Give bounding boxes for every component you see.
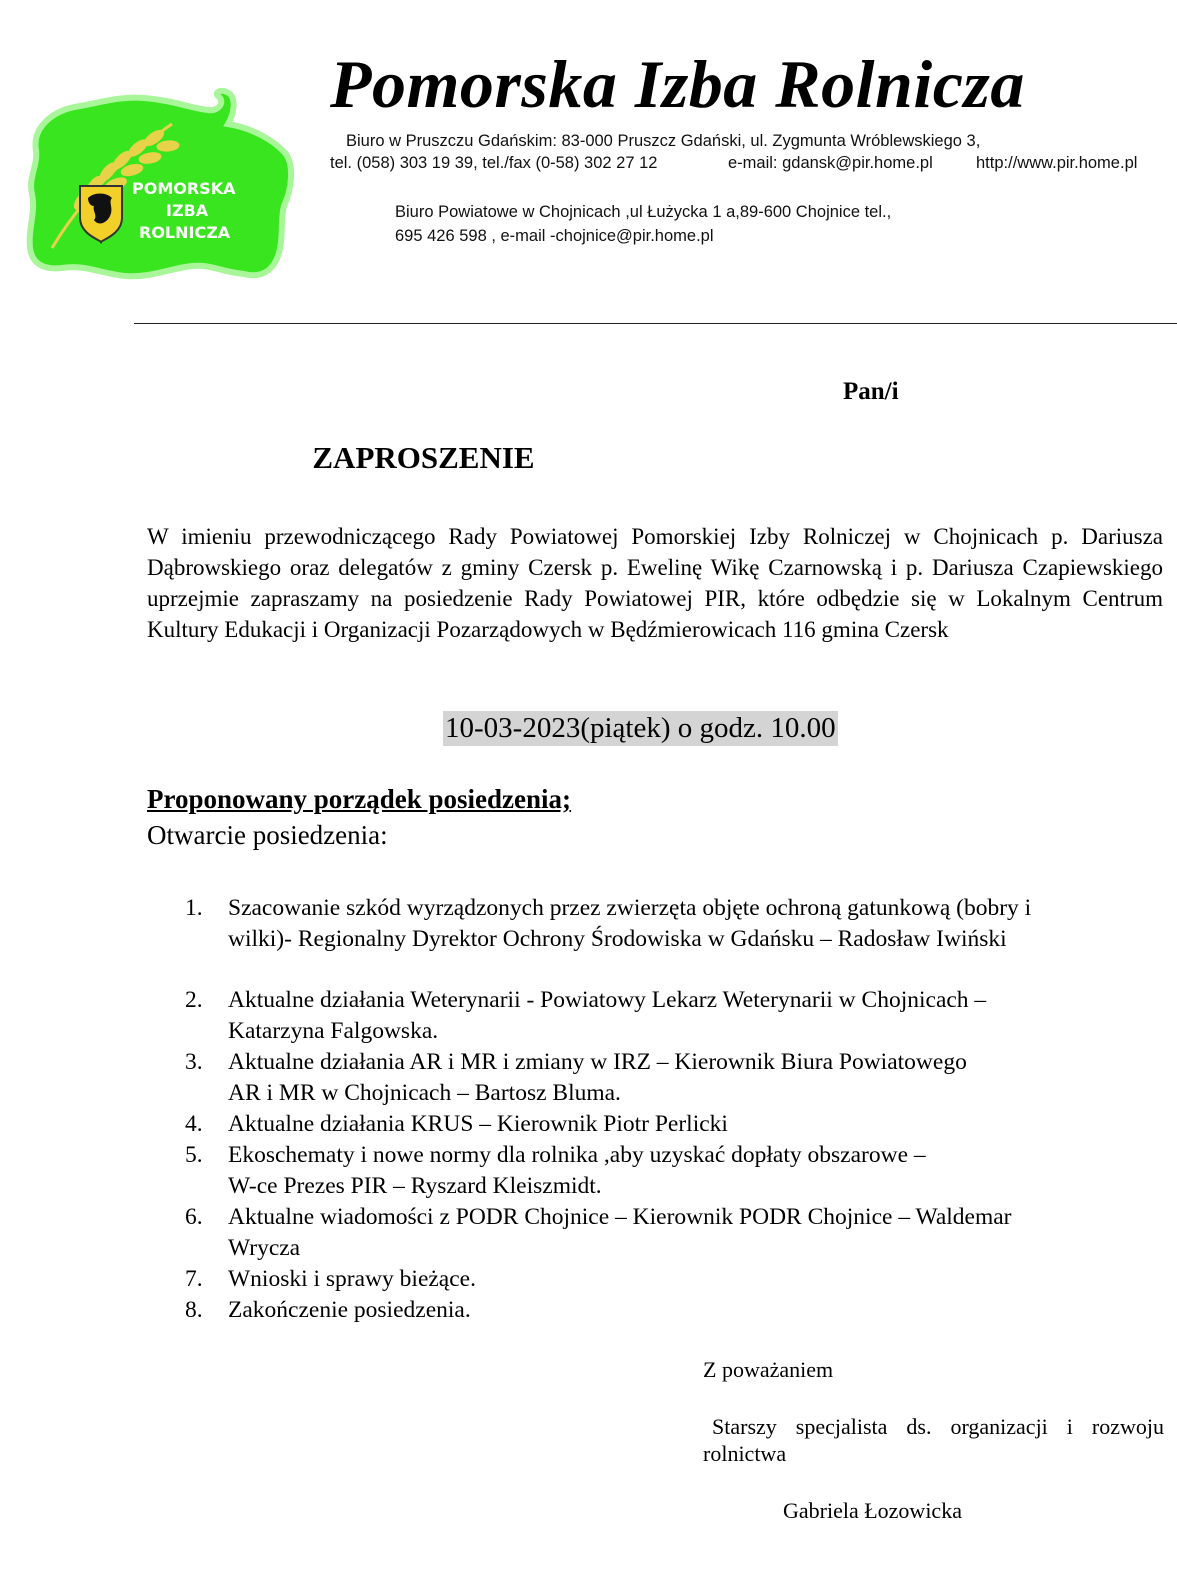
letter-title <box>0 440 1177 476</box>
agenda-item-number: 2. <box>185 987 203 1013</box>
closing-phrase: Z poważaniem <box>703 1357 834 1382</box>
agenda-item-line: Aktualne działania Weterynarii - Powiatowy Lekarz Weterynarii w Chojnicach – <box>228 987 987 1013</box>
recipient: Pan/i <box>843 378 899 405</box>
signatory-position: Starszy specjalista ds. organizacji i rozwoju <box>712 1414 1164 1439</box>
agenda-item-line: Aktualne wiadomości z PODR Chojnice – Kierownik PODR Chojnice – Waldemar <box>228 1204 1012 1230</box>
agenda-item-line: W-ce Prezes PIR – Ryszard Kleiszmidt. <box>228 1173 602 1199</box>
agenda-item-line: Wnioski i sprawy bieżące. <box>228 1266 476 1292</box>
logo-text-line3: ROLNICZA <box>139 223 231 242</box>
signatory-position-cont: rolnictwa <box>703 1441 787 1466</box>
letter-title-text: ZAPROSZENIE <box>312 440 535 475</box>
agenda-item-line: Zakończenie posiedzenia. <box>228 1297 471 1323</box>
agenda-item-line: wilki)- Regionalny Dyrektor Ochrony Środowiska w Gdańsku – Radosław Iwiński <box>228 926 1007 952</box>
agenda-item-line: Szacowanie szkód wyrządzonych przez zwierzęta objęte ochroną gatunkową (bobry i <box>228 895 1032 921</box>
agenda-item-number: 1. <box>185 895 203 921</box>
organization-title: Pomorska Izba Rolnicza <box>330 46 1025 122</box>
branch-contact: 695 426 598 , e-mail -chojnice@pir.home.pl <box>395 227 714 245</box>
agenda-item-number: 3. <box>185 1049 203 1075</box>
office-address: Biuro w Pruszczu Gdańskim: 83-000 Pruszcz Gdański, ul. Zygmunta Wróblewskiego 3, <box>346 132 981 150</box>
agenda-item-number: 6. <box>185 1204 203 1230</box>
header-divider <box>134 323 1177 324</box>
agenda-item-number: 7. <box>185 1266 203 1292</box>
agenda-item-line: Wrycza <box>228 1235 301 1261</box>
agenda-item-line: Ekoschematy i nowe normy dla rolnika ,aby uzyskać dopłaty obszarowe – <box>228 1142 926 1168</box>
meeting-date: 10-03-2023(piątek) o godz. 10.00 <box>445 712 836 744</box>
office-email[interactable]: e-mail: gdansk@pir.home.pl <box>728 154 933 172</box>
logo <box>22 88 298 284</box>
agenda-heading: Proponowany porządek posiedzenia; <box>147 784 572 814</box>
branch-address: Biuro Powiatowe w Chojnicach ,ul Łużycka 1 a,89-600 Chojnice tel., <box>395 203 892 221</box>
logo-text-line1: POMORSKA <box>132 179 236 198</box>
agenda-item-number: 4. <box>185 1111 203 1137</box>
agenda-item-line: Aktualne działania AR i MR i zmiany w IRZ – Kierownik Biura Powiatowego <box>228 1049 967 1075</box>
agenda-item-line: AR i MR w Chojnicach – Bartosz Bluma. <box>228 1080 621 1106</box>
agenda-item-line: Katarzyna Falgowska. <box>228 1018 439 1044</box>
logo-text-line2: IZBA <box>166 201 209 220</box>
office-website[interactable]: http://www.pir.home.pl <box>976 154 1138 172</box>
agenda-item-number: 8. <box>185 1297 203 1323</box>
invitation-text: W imieniu przewodniczącego Rady Powiatowej Pomorskiej Izby Rolniczej w Chojnicach p. Dariusza Dąbrowskiego oraz delegatów z gminy Czersk p. Ewelinę Wikę Czarnowską i p. Dariusza Czapiewskiego uprzejmie zapraszamy na posiedzenie Rady Powiatowej PIR, które odbędzie się w Lokalnym Centrum Kultury Edukacji i Organizacji Pozarządowych w Będźmierowicach 116 gmina Czersk <box>147 524 1163 642</box>
agenda-opening: Otwarcie posiedzenia: <box>147 820 388 850</box>
office-phone: tel. (058) 303 19 39, tel./fax (0-58) 302 27 12 <box>330 154 658 172</box>
signatory-name: Gabriela Łozowicka <box>783 1498 962 1523</box>
agenda-item-line: Aktualne działania KRUS – Kierownik Piotr Perlicki <box>228 1111 728 1137</box>
agenda-item-number: 5. <box>185 1142 203 1168</box>
